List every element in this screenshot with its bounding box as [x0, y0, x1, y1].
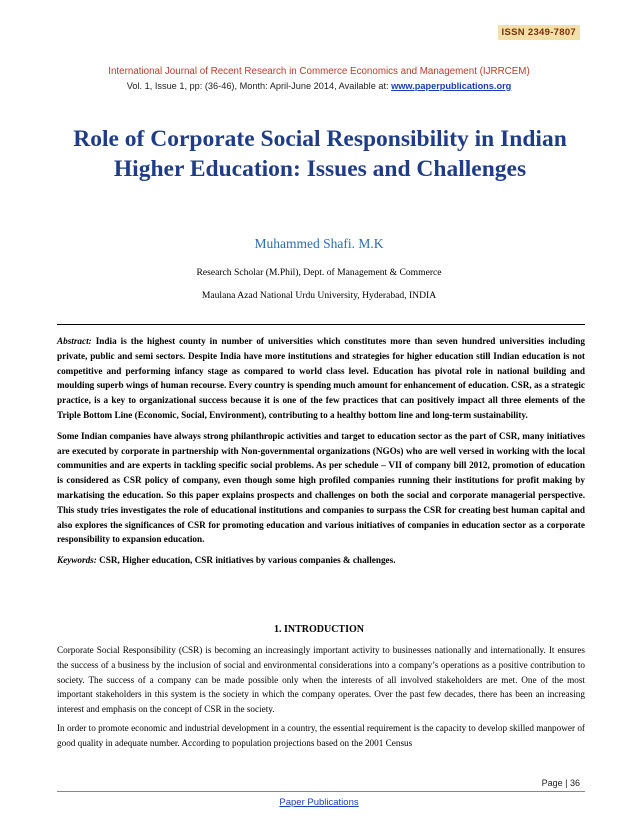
- publisher-link[interactable]: Paper Publications: [279, 797, 359, 808]
- author-name: Muhammed Shafi. M.K: [254, 236, 384, 251]
- journal-name: International Journal of Recent Research in Commerce Economics and Management (IJRRCEM): [108, 66, 530, 77]
- volume-line: [0, 81, 638, 91]
- page-number: Page | 36: [541, 778, 580, 788]
- paper-title: Role of Corporate Social Responsibility in Indian Higher Education: Issues and Challenges: [73, 126, 567, 182]
- intro-paragraph-2: In order to promote economic and industrial development in a country, the essential requirement is the capacity to develop skilled manpower of good quality in adequate number. According to population projections based on the 2001 Census: [57, 722, 585, 748]
- keywords-label: Keywords:: [57, 555, 97, 566]
- abstract-paragraph-1: [57, 334, 585, 423]
- abstract-label: Abstract:: [57, 336, 92, 346]
- keywords: [57, 553, 585, 568]
- section-heading: 1. INTRODUCTION: [273, 624, 364, 635]
- journal-url-link[interactable]: www.paperpublications.org: [391, 81, 512, 91]
- issn-badge: ISSN 2349-7807: [498, 25, 580, 40]
- introduction-body: [57, 643, 585, 755]
- abstract-paragraph-2: Some Indian companies have always strong philanthropic activities and target to education sector as the part of CSR, many initiatives are executed by corporate in partnership with Non-governmental organizations (NGOs) who are well versed in working with the local communities and are experts in tackling specific social problems. As per schedule – VII of company bill 2012, promotion of education is considered as CSR policy of company, even though some high profiled companies running their institutions for profit making by markatising the education. So this paper explains prospects and challenges on both the social and corporate managerial perspective. This study tries investigates the role of educational institutions and companies to surpass the CSR for creating best human capital and also explores the significances of CSR for promoting education and various initiatives of companies in education sector as a corporate responsibility to expansion education.: [57, 430, 585, 545]
- volume-text: Vol. 1, Issue 1, pp: (36-46), Month: April-June 2014, Available at:: [126, 81, 392, 91]
- affiliation-line-2: Maulana Azad National Urdu University, Hyderabad, INDIA: [201, 290, 437, 301]
- abstract-section: [57, 334, 585, 574]
- footer-divider: [57, 791, 585, 792]
- affiliation-line-1: Research Scholar (M.Phil), Dept. of Management & Commerce: [196, 267, 442, 278]
- abstract-text-1: India is the highest county in number of universities which constitutes more than seven hundred universities including private, public and semi sectors. Despite India have more institutions and strategies for higher education still Indian education is not competitive and performing infancy stage as compared to world class level. Education has pivotal role in national building and moulding superb wings of human recourse. Every country is spending much amount for enhancement of education. CSR, as a strategic practice, is a key to organizational success because it is one of the few practices that can positively impact all three elements of the Triple Bottom Line (Economic, Social, Environment), contributing to a healthy bottom line and long-term sustainability.: [57, 336, 586, 420]
- intro-paragraph-1: Corporate Social Responsibility (CSR) is becoming an increasingly important activity to businesses nationally and internationally. It ensures the success of a business by the inclusion of social and environmental considerations into a company’s operations as a positive contribution to society. The success of a company can be made possible only when the interests of all involved stakeholders are met. One of the most important stakeholders in this system is the society in which the company operates. Over the past few decades, there has been an increasing interest and emphasis on the concept of CSR in the society.: [57, 645, 585, 715]
- divider: [57, 324, 585, 325]
- keywords-text: CSR, Higher education, CSR initiatives by various companies & challenges.: [99, 555, 396, 566]
